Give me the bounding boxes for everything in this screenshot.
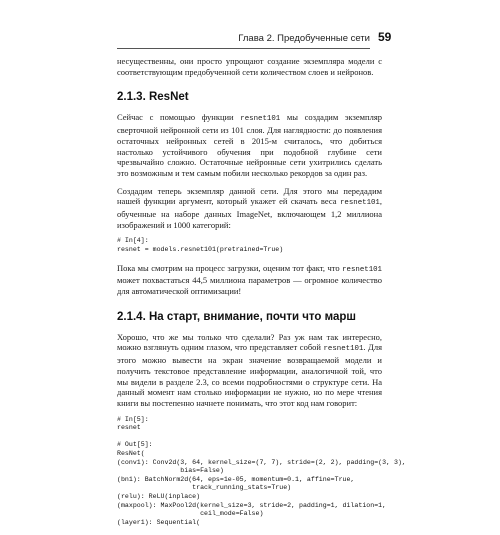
code-line: resnet — [117, 424, 141, 432]
text-run: Создадим теперь экземпляр данной сети. Для этого мы передадим нашей функции аргумент, который укажет ей скачать веса — [117, 185, 382, 207]
page-body — [117, 56, 406, 535]
section-heading-start: 2.1.4. На старт, внимание, почти что марш — [117, 310, 356, 323]
code-line: (maxpool): MaxPool2d(kernel_size=3, stride=2, padding=1, dilation=1, — [117, 501, 387, 509]
section-heading-resnet: 2.1.3. ResNet — [117, 91, 189, 104]
inline-code: resnet101 — [323, 345, 364, 354]
text-run: мы создадим экземпляр сверточной нейронной сети из 101 слоя. Для наглядности: до появления остаточных нейронных сетей в 2015-м считалось, что добиться настолько устойчивого обучения при подобной глубине сети чрезвычайно сложно. Остаточные нейронные сети ухитрились сделать это возможным и тем самым побили несколько рекордов за один раз. — [117, 112, 382, 178]
page-header — [0, 28, 500, 50]
resnet-paragraph-2 — [117, 186, 382, 231]
text-run: . Для этого можно вывести на экран значение возвращаемой модели и получить текстовое представление информации, аналогичной той, что мы видели в разделе 2.3, со всеми подробностями о структуре сети. На данный момент нам столько информации не нужно, но по мере чтения книги вы постепенно начнете понимать, что этот код нам говорит: — [117, 342, 383, 408]
inline-code: resnet101 — [342, 265, 382, 274]
code-line: ceil_mode=False) — [117, 510, 264, 518]
text-run: Сейчас с помощью функции — [117, 112, 241, 123]
code-line: (relu): ReLU(inplace) — [117, 493, 201, 500]
inline-code: resnet101 — [240, 115, 281, 124]
text-run: Пока мы смотрим на процесс загрузки, оценим тот факт, что — [117, 262, 343, 273]
header-rule-left — [117, 48, 370, 49]
inline-code: resnet101 — [339, 199, 380, 208]
chapter-title: Глава 2. Предобученные сети — [238, 33, 370, 44]
code-block-in4 — [117, 237, 382, 254]
code-line: ResNet( — [117, 450, 145, 458]
resnet-paragraph-1 — [117, 112, 382, 178]
page-number: 59 — [378, 30, 392, 44]
code-line: # In[4]: — [117, 237, 149, 245]
start-paragraph-1 — [117, 332, 382, 409]
code-line: bias=False) — [117, 467, 224, 475]
code-line: (conv1): Conv2d(3, 64, kernel_size=(7, 7), stride=(2, 2), padding=(3, 3), — [117, 458, 406, 466]
code-line: (layer1): Sequential( — [117, 518, 201, 526]
text-run: Хорошо, что же мы только что сделали? Раз уж нам так интересно, можно взглянуть одним глазом, что представляет собой — [117, 331, 382, 353]
code-line: # In[5]: — [117, 415, 149, 423]
text-run: , обученные на наборе данных ImageNet, включающем 1,2 миллиона изображений и 1000 категорий: — [117, 196, 382, 230]
code-line — [117, 433, 382, 442]
code-line: resnet = models.resnet101(pretrained=True) — [117, 246, 284, 254]
code-block-in5-out5 — [117, 415, 406, 528]
text-run: может похвастаться 44,5 миллиона параметров — огромное количество для автоматической оптимизации! — [117, 275, 382, 297]
code-line: (bn1): BatchNorm2d(64, eps=1e-05, momentum=0.1, affine=True, — [117, 475, 355, 483]
code-line: # Out[5]: — [117, 441, 153, 449]
intro-paragraph: несущественны, они просто упрощают создание экземпляра модели с соответствующим предобученной сети количеством слоев и нейронов. — [117, 56, 382, 77]
resnet-paragraph-3 — [117, 263, 382, 297]
code-line: track_running_stats=True) — [117, 484, 292, 492]
